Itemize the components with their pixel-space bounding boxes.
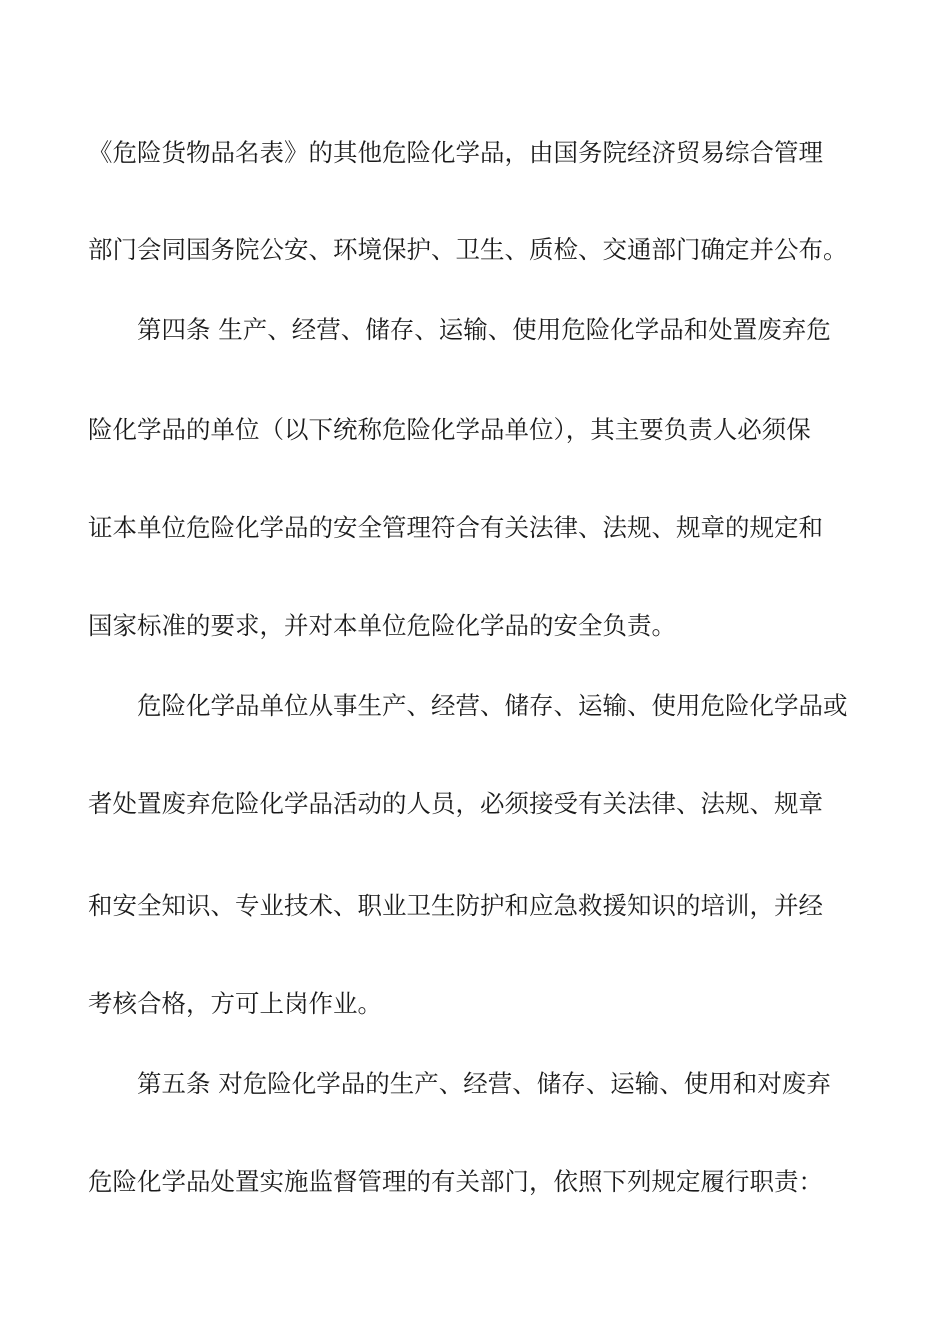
text-line: 考核合格，方可上岗作业。 [88,989,382,1018]
text-line: 国家标准的要求，并对本单位危险化学品的安全负责。 [88,611,676,640]
text-line: 危险化学品处置实施监督管理的有关部门，依照下列规定履行职责： [88,1167,823,1196]
paragraph-start-line: 危险化学品单位从事生产、经营、储存、运输、使用危险化学品或 [137,691,848,720]
text-line: 部门会同国务院公安、环境保护、卫生、质检、交通部门确定并公布。 [88,235,848,264]
article-4-heading-line: 第四条 生产、经营、储存、运输、使用危险化学品和处置废弃危 [137,315,831,344]
text-line: 《危险货物品名表》的其他危险化学品，由国务院经济贸易综合管理 [88,138,823,167]
text-line: 者处置废弃危险化学品活动的人员，必须接受有关法律、法规、规章 [88,789,823,818]
text-line: 证本单位危险化学品的安全管理符合有关法律、法规、规章的规定和 [88,513,823,542]
article-5-heading-line: 第五条 对危险化学品的生产、经营、储存、运输、使用和对废弃 [137,1069,831,1098]
text-line: 险化学品的单位（以下统称危险化学品单位），其主要负责人必须保 [88,415,811,444]
text-line: 和安全知识、专业技术、职业卫生防护和应急救援知识的培训，并经 [88,891,823,920]
